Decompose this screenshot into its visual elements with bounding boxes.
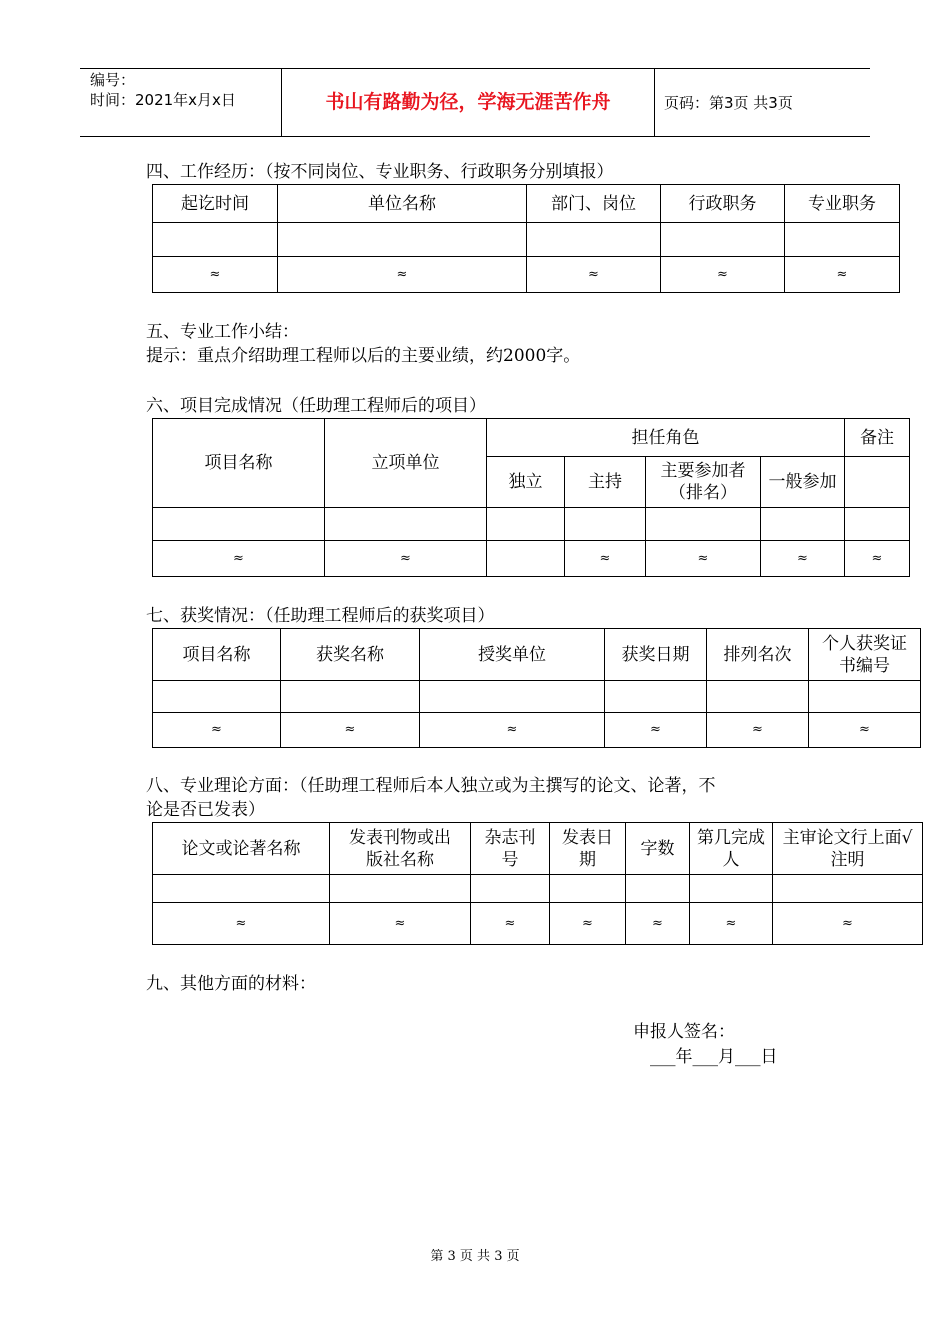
table-cell (690, 875, 773, 903)
awards-table (152, 628, 921, 748)
table-cell: ≈ (707, 713, 809, 748)
section-title-projects: 六、项目完成情况（任助理工程师后的项目） (146, 396, 486, 416)
table-header-cell: 立项单位 (325, 419, 487, 508)
table-cell (487, 541, 565, 577)
table-header-cell: 起讫时间 (153, 185, 278, 223)
table-cell: ≈ (153, 713, 281, 748)
header-divider (654, 68, 655, 136)
table-header-cell: 论文或论著名称 (153, 823, 330, 875)
table-header-cell: 获奖日期 (605, 629, 707, 681)
table-cell: ≈ (605, 713, 707, 748)
table-cell: ≈ (330, 903, 471, 945)
applicant-signature-label: 申报人签名： (633, 1022, 735, 1042)
table-cell (550, 875, 626, 903)
table-header-cell: 排列名次 (707, 629, 809, 681)
header-date: 时间：2021年x月x日 (90, 91, 236, 109)
page-footer: 第 3 页 共 3 页 (430, 1249, 520, 1264)
table-header-cell: 主要参加者（排名） (646, 457, 761, 508)
table-cell: ≈ (420, 713, 605, 748)
table-header-cell: 第几完成人 (690, 823, 773, 875)
table-cell (281, 681, 420, 713)
header-bottom-rule (80, 136, 870, 137)
table-cell (420, 681, 605, 713)
table-cell: ≈ (281, 713, 420, 748)
table-cell (153, 681, 281, 713)
table-cell: ≈ (809, 713, 921, 748)
table-cell: ≈ (278, 257, 527, 293)
table-header-cell: 发表刊物或出版社名称 (330, 823, 471, 875)
table-cell: ≈ (773, 903, 923, 945)
header-top-rule (80, 68, 870, 69)
table-cell (487, 508, 565, 541)
table-header-cell: 行政职务 (661, 185, 785, 223)
table-cell (773, 875, 923, 903)
table-header-cell: 个人获奖证书编号 (809, 629, 921, 681)
header-motto: 书山有路勤为径，学海无涯苦作舟 (325, 91, 611, 113)
table-header-cell: 专业职务 (785, 185, 900, 223)
table-header-cell: 授奖单位 (420, 629, 605, 681)
table-cell: ≈ (646, 541, 761, 577)
table-header-cell: 主审论文行上面√注明 (773, 823, 923, 875)
table-cell (330, 875, 471, 903)
table-cell: ≈ (845, 541, 910, 577)
table-cell: ≈ (690, 903, 773, 945)
work-experience-table (152, 184, 900, 293)
table-cell (707, 681, 809, 713)
table-header-cell: 独立 (487, 457, 565, 508)
table-header-cell: 单位名称 (278, 185, 527, 223)
signature-date: ___年___月___日 (650, 1047, 778, 1067)
table-cell: ≈ (325, 541, 487, 577)
table-cell (646, 508, 761, 541)
table-cell (565, 508, 646, 541)
table-cell: ≈ (550, 903, 626, 945)
table-header-cell: 一般参加 (761, 457, 845, 508)
table-header-cell: 部门、岗位 (527, 185, 661, 223)
table-cell: ≈ (785, 257, 900, 293)
table-header-cell: 发表日期 (550, 823, 626, 875)
table-cell (153, 508, 325, 541)
table-cell: ≈ (471, 903, 550, 945)
table-cell (809, 681, 921, 713)
section-title-publications-cont: 论是否已发表） (146, 800, 265, 820)
table-header-cell: 项目名称 (153, 629, 281, 681)
table-cell: ≈ (153, 541, 325, 577)
serial-number-label: 编号： (90, 71, 136, 89)
table-header-cell: 主持 (565, 457, 646, 508)
table-cell (153, 875, 330, 903)
section-title-publications: 八、专业理论方面：（任助理工程师后本人独立或为主撰写的论文、论著，不 (146, 776, 716, 796)
header-page-info: 页码：第3页 共3页 (664, 94, 793, 112)
table-cell (471, 875, 550, 903)
table-cell (153, 223, 278, 257)
table-cell: ≈ (153, 257, 278, 293)
table-cell: ≈ (153, 903, 330, 945)
table-cell (785, 223, 900, 257)
table-cell: ≈ (626, 903, 690, 945)
table-cell: ≈ (661, 257, 785, 293)
table-header-cell: 担任角色 (487, 419, 845, 457)
table-cell (626, 875, 690, 903)
table-header-cell: 获奖名称 (281, 629, 420, 681)
table-cell (661, 223, 785, 257)
table-cell: ≈ (761, 541, 845, 577)
section-title-work-experience: 四、工作经历：（按不同岗位、专业职务、行政职务分别填报） (146, 162, 614, 182)
table-header-cell: 字数 (626, 823, 690, 875)
table-cell (325, 508, 487, 541)
table-header-cell: 备注 (845, 419, 910, 457)
table-cell (527, 223, 661, 257)
table-cell (845, 508, 910, 541)
table-cell (278, 223, 527, 257)
table-header-cell: 项目名称 (153, 419, 325, 508)
projects-table (152, 418, 910, 577)
section-title-work-summary: 五、专业工作小结： (146, 322, 299, 342)
publications-table (152, 822, 923, 945)
section-title-other-materials: 九、其他方面的材料： (146, 974, 316, 994)
table-cell (761, 508, 845, 541)
table-cell: ≈ (527, 257, 661, 293)
table-header-cell: 杂志刊号 (471, 823, 550, 875)
table-cell: ≈ (565, 541, 646, 577)
section-title-awards: 七、获奖情况：（任助理工程师后的获奖项目） (146, 606, 495, 626)
table-cell (605, 681, 707, 713)
table-cell (845, 457, 910, 508)
section-hint: 提示：重点介绍助理工程师以后的主要业绩，约2000字。 (146, 346, 581, 366)
